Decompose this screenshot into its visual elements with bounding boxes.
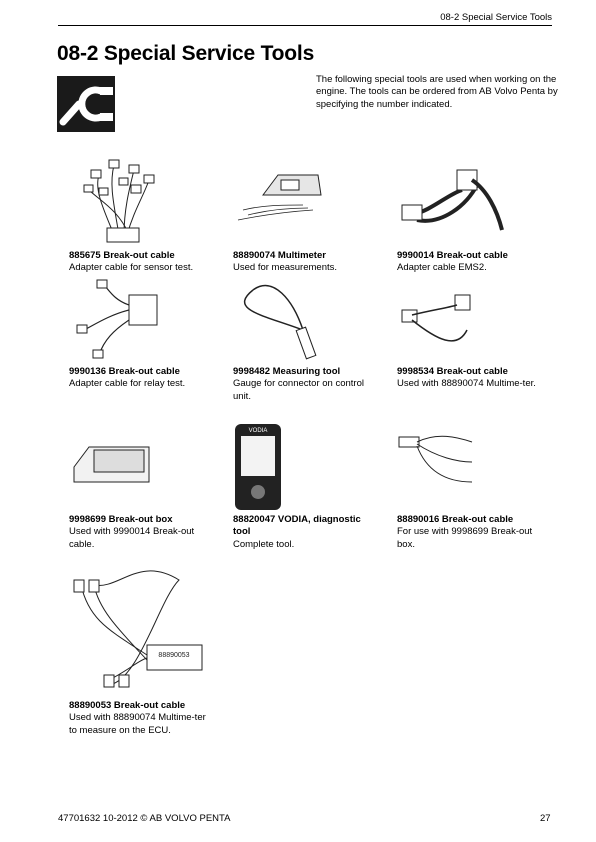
tool-name: 88890053 Break-out cable (69, 700, 186, 711)
vodia-brand-text: VODIA (248, 428, 268, 434)
page-number: 27 (540, 813, 551, 824)
tool-caption (233, 366, 373, 403)
tool-name: 9998699 Break-out box (69, 514, 173, 525)
tool-description: Used with 88890074 Multime-ter to measure on the ECU. (69, 712, 206, 736)
tool-9990014 (397, 150, 537, 250)
break-out-cable-illustration (69, 150, 209, 250)
tool-caption (69, 514, 209, 551)
tool-name: 9998534 Break-out cable (397, 366, 508, 377)
tool-9990136 (69, 270, 209, 370)
tool-88820047 (233, 412, 373, 512)
tool-description: Used with 88890074 Multime-ter. (397, 378, 536, 390)
tool-9998699 (69, 412, 209, 512)
tool-name: 9990014 Break-out cable (397, 250, 508, 261)
tool-name: 88890016 Break-out cable (397, 514, 514, 525)
tool-description: Complete tool. (233, 538, 295, 550)
tool-caption (69, 700, 209, 737)
wrench-icon (57, 76, 115, 132)
break-out-cable-illustration (397, 270, 537, 370)
tool-description: Adapter cable for sensor test. (69, 262, 194, 274)
tool-name: 88820047 VODIA, diagnostic tool (233, 514, 361, 538)
box-label-text: 88890053 (158, 652, 190, 659)
break-out-cable-illustration (397, 412, 537, 512)
tool-88890016 (397, 412, 537, 512)
tool-9998534 (397, 270, 537, 370)
break-out-cable-illustration (69, 560, 209, 690)
tool-9998482 (233, 270, 373, 370)
tool-description: For use with 9998699 Break-out box. (397, 526, 533, 550)
page-title: 08-2 Special Service Tools (57, 42, 315, 65)
vodia-diagnostic-tool-illustration (233, 412, 373, 512)
tool-88890053 (69, 560, 209, 690)
multimeter-illustration (233, 150, 373, 250)
break-out-box-illustration (69, 412, 209, 512)
tool-885675 (69, 150, 209, 250)
break-out-cable-illustration (397, 150, 537, 250)
tool-name: 885675 Break-out cable (69, 250, 175, 261)
tool-description: Adapter cable for relay test. (69, 378, 186, 390)
tool-name: 9998482 Measuring tool (233, 366, 341, 377)
footer-document-info: 47701632 10-2012 © AB VOLVO PENTA (58, 813, 231, 824)
tool-88890074 (233, 150, 373, 250)
tool-caption (397, 366, 537, 391)
intro-text: The following special tools are used when working on the engine. The tools can be ordered from AB Volvo Penta by specifying the number indicated. (316, 74, 558, 110)
tool-description: Gauge for connector on control unit. (233, 378, 364, 402)
tool-description: Used for measurements. (233, 262, 338, 274)
tool-caption (69, 366, 209, 391)
tool-description: Used with 9990014 Break-out cable. (69, 526, 195, 550)
tool-caption (397, 514, 537, 551)
break-out-cable-illustration (69, 270, 209, 370)
measuring-tool-illustration (233, 270, 373, 370)
tool-name: 88890074 Multimeter (233, 250, 326, 261)
tool-name: 9990136 Break-out cable (69, 366, 180, 377)
tool-description: Adapter cable EMS2. (397, 262, 487, 274)
tool-caption (233, 514, 373, 551)
running-header: 08-2 Special Service Tools (58, 12, 552, 26)
